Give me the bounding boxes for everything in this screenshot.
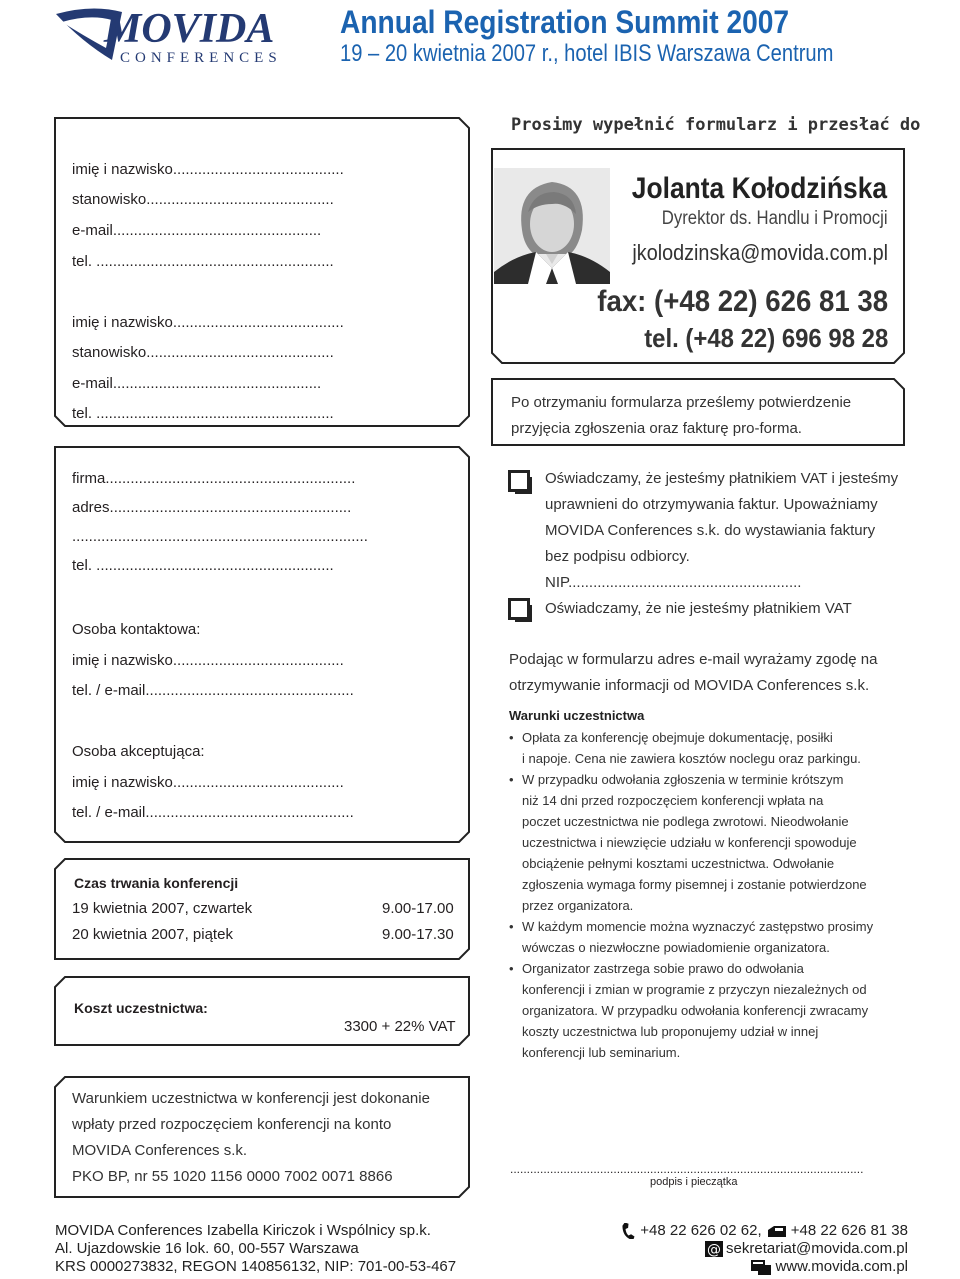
terms-item: • Opłata za konferencję obejmuje dokumentację, posiłki i napoje. Cena nie zawiera kosztów noclegu oraz parkingu. — [509, 727, 909, 769]
event-header — [340, 4, 950, 68]
participants-box — [54, 117, 470, 427]
contact-person-heading: Osoba kontaktowa: — [72, 621, 201, 638]
contact-email-link[interactable]: jkolodzinska@movida.com.pl — [632, 240, 888, 265]
contact-fax: fax: (+48 22) 626 81 38 — [597, 285, 888, 318]
participant-2-email-field[interactable]: e-mail.................................................. — [72, 375, 322, 392]
participant-2-name-field[interactable]: imię i nazwisko......................................... — [72, 314, 344, 331]
company-tel-field[interactable]: tel. ......................................................... — [72, 557, 334, 574]
participant-1-tel-field[interactable]: tel. ......................................................... — [72, 253, 334, 270]
email-icon — [705, 1241, 723, 1257]
duration-date: 20 kwietnia 2007, piątek — [72, 926, 233, 943]
participant-2-tel-field[interactable]: tel. ......................................................... — [72, 405, 334, 422]
duration-time: 9.00-17.30 — [382, 926, 454, 943]
duration-time: 9.00-17.00 — [382, 900, 454, 917]
participant-2-position-field[interactable]: stanowisko............................................. — [72, 344, 334, 361]
footer-fax: +48 22 626 81 38 — [790, 1222, 908, 1239]
nip-field[interactable]: NIP........................................................ — [545, 574, 802, 591]
confirmation-note: Po otrzymaniu formularza prześlemy potwierdzenie przyjęcia zgłoszenia oraz fakturę pro-forma. — [511, 394, 852, 437]
firm-field[interactable]: firma............................................................ — [72, 470, 356, 487]
company-box — [54, 446, 470, 843]
footer-registry: KRS 0000273832, REGON 140856132, NIP: 701-00-53-467 — [55, 1258, 457, 1275]
footer-web-link[interactable]: www.movida.com.pl — [775, 1258, 908, 1275]
approver-telmail-field[interactable]: tel. / e-mail.................................................. — [72, 804, 354, 821]
terms-item: • W każdym momencie można wyznaczyć zastępstwo prosimy wówczas o niezwłoczne powiadomienie organizatora. — [509, 916, 909, 958]
participant-1-position-field[interactable]: stanowisko............................................. — [72, 191, 334, 208]
payment-info: Warunkiem uczestnictwa w konferencji jest dokonanie wpłaty przed rozpoczęciem konferencji na konto MOVIDA Conferences s.k. PKO BP, nr 55 1020 1156 0000 7002 0071 8866 — [72, 1090, 430, 1185]
contact-name: Jolanta Kołodzińska — [631, 172, 887, 205]
web-icon — [750, 1259, 772, 1275]
participant-1-name-field[interactable]: imię i nazwisko......................................... — [72, 161, 344, 178]
send-to-heading: Prosimy wypełnić formularz i przesłać do — [511, 115, 921, 135]
logo-word: MOVIDA — [104, 6, 275, 52]
logo-subtitle: CONFERENCES — [120, 50, 282, 66]
approver-heading: Osoba akceptująca: — [72, 743, 205, 760]
phone-icon — [619, 1223, 637, 1239]
footer-address: Al. Ujazdowskie 16 lok. 60, 00-557 Warszawa — [55, 1240, 359, 1257]
event-title: Annual Registration Summit 2007 — [340, 4, 790, 40]
cost-label: Koszt uczestnictwa: — [74, 1000, 208, 1016]
contact-person-telmail-field[interactable]: tel. / e-mail.................................................. — [72, 682, 354, 699]
terms-item: • W przypadku odwołania zgłoszenia w terminie krótszym niż 14 dni przed rozpoczęciem konferencji wpłata na poczet uczestnictwa nie podlega zwrotowi. Nieodwołanie uczestnictwa i niewzięcie udziału w konferencji spowoduje obciążenie pełnymi kosztami uczestnictwa. Odwołanie zgłoszenia wymaga formy pisemnej i zostanie potwierdzone przez organizatora. — [509, 769, 909, 916]
duration-date: 19 kwietnia 2007, czwartek — [72, 900, 253, 917]
contact-person-name-field[interactable]: imię i nazwisko......................................... — [72, 652, 344, 669]
email-consent: Podając w formularzu adres e-mail wyrażamy zgodę na otrzymywanie informacji od MOVIDA Conferences s.k. — [509, 651, 878, 694]
approver-name-field[interactable]: imię i nazwisko......................................... — [72, 774, 344, 791]
address-continued-field[interactable]: ....................................................................... — [72, 528, 368, 545]
terms-item: • Organizator zastrzega sobie prawo do odwołania konferencji i zmian w programie z przyczyn niezależnych od organizatora. W przypadku odwołania konferencji zwracamy koszty uczestnictwa lub proponujemy udział w innej konferencji lub seminarium. — [509, 958, 909, 1063]
signature-line[interactable]: .......................................................................................................... — [510, 1162, 864, 1176]
footer-email-link[interactable]: sekretariat@movida.com.pl — [726, 1240, 908, 1257]
vat-payer-checkbox[interactable] — [508, 470, 530, 492]
contact-role: Dyrektor ds. Handlu i Promocji — [662, 208, 888, 229]
participant-1-email-field[interactable]: e-mail.................................................. — [72, 222, 322, 239]
duration-row — [72, 926, 454, 943]
address-field[interactable]: adres.......................................................... — [72, 499, 352, 516]
terms-list — [509, 727, 909, 1063]
duration-title: Czas trwania konferencji — [74, 875, 239, 891]
event-subtitle: 19 – 20 kwietnia 2007 r., hotel IBIS Warszawa Centrum — [340, 40, 834, 67]
person-portrait-icon — [494, 168, 610, 284]
footer-company-info — [55, 1222, 456, 1276]
vat-payer-statement: Oświadczamy, że jesteśmy płatnikiem VAT i jesteśmy uprawnieni do otrzymywania faktur. Upoważniamy MOVIDA Conferences s.k. do wystawiania faktury bez podpisu odbiorcy. NIP........................................................ — [545, 466, 898, 596]
footer-company: MOVIDA Conferences Izabella Kiriczok i Wspólnicy sp.k. — [55, 1222, 431, 1239]
vat-nonpayer-statement: Oświadczamy, że nie jesteśmy płatnikiem VAT — [545, 600, 852, 617]
cost-value: 3300 + 22% VAT — [344, 1018, 456, 1035]
duration-row — [72, 900, 454, 917]
footer-phone: +48 22 626 02 62, — [640, 1222, 762, 1239]
fax-icon — [766, 1223, 788, 1239]
svg-text:@: @ — [707, 1242, 722, 1258]
footer-contact-info — [619, 1222, 908, 1276]
vat-nonpayer-checkbox[interactable] — [508, 598, 530, 620]
terms-title: Warunki uczestnictwa — [509, 708, 645, 723]
movida-logo — [52, 2, 322, 68]
contact-tel: tel. (+48 22) 696 98 28 — [643, 323, 888, 353]
signature-label: podpis i pieczątka — [650, 1176, 738, 1188]
